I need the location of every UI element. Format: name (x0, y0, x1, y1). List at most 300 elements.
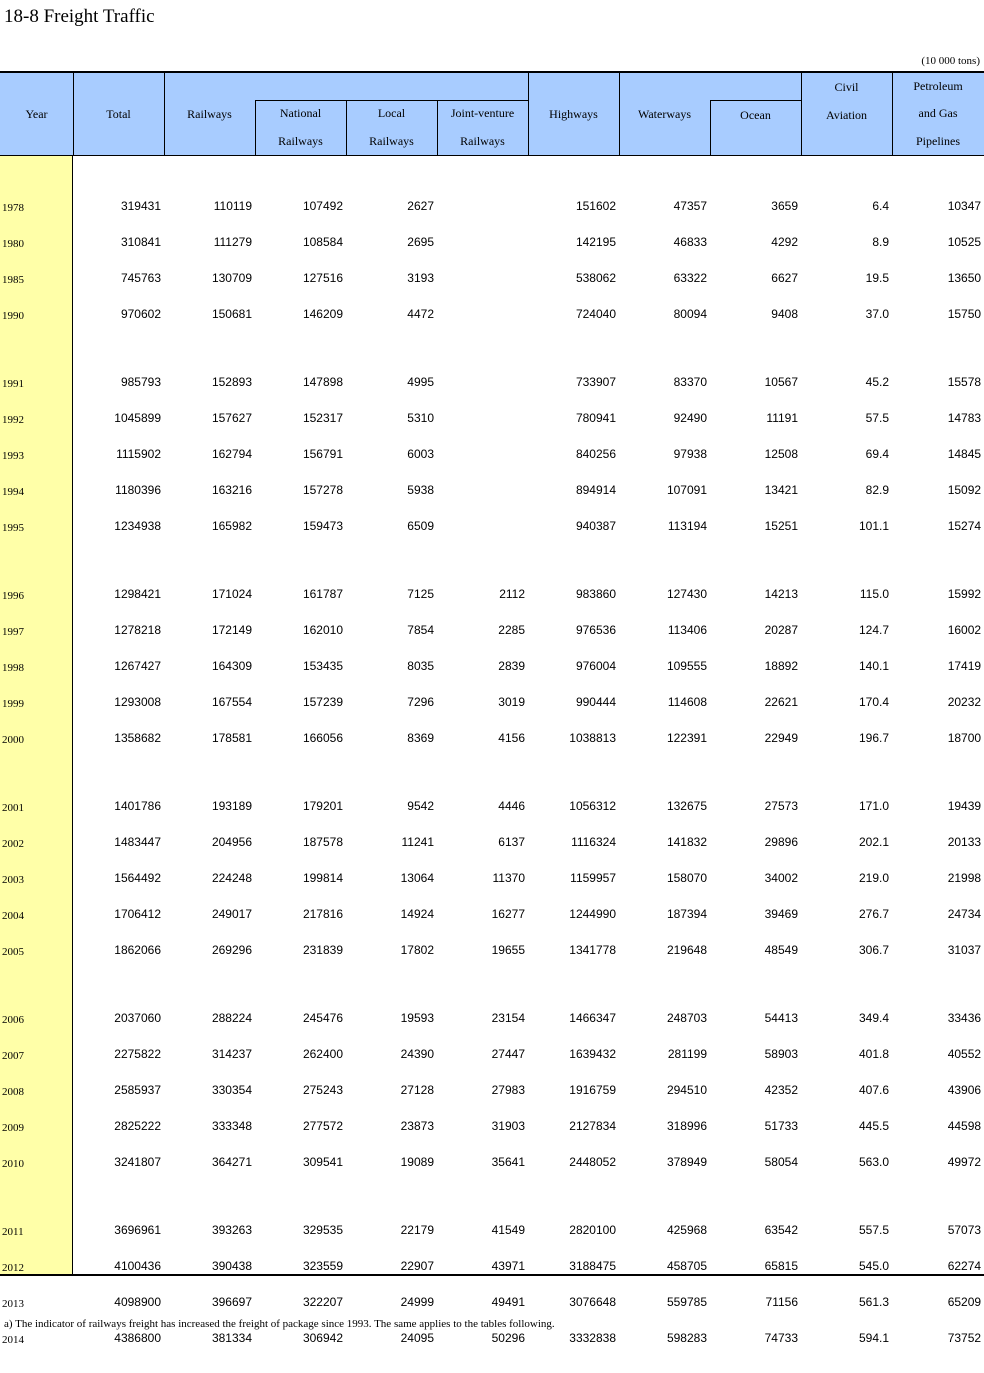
header-divider (73, 73, 74, 156)
cell-railways: 193189 (211, 799, 252, 813)
group-spacer (0, 332, 984, 364)
cell-total: 970602 (120, 307, 161, 321)
cell-ocean: 71156 (765, 1295, 798, 1309)
cell-total: 1706412 (114, 907, 161, 921)
cell-local-railways: 14924 (400, 907, 434, 921)
table-row (0, 472, 984, 508)
cell-highways: 142195 (575, 235, 616, 249)
cell-national-railways: 157278 (302, 483, 343, 497)
cell-waterways: 114608 (667, 695, 707, 709)
header-divider (710, 100, 711, 156)
group-spacer (0, 544, 984, 576)
cell-highways: 840256 (575, 447, 616, 461)
cell-railways: 396697 (211, 1295, 252, 1309)
cell-highways: 1341778 (569, 943, 616, 957)
cell-pipelines: 31037 (947, 943, 982, 957)
cell-national-railways: 262400 (302, 1047, 343, 1061)
cell-railways: 130709 (211, 271, 252, 285)
cell-total: 2585937 (114, 1083, 161, 1097)
cell-highways: 1466347 (569, 1011, 616, 1025)
cell-railways: 249017 (211, 907, 252, 921)
cell-year: 1997 (2, 626, 24, 638)
cell-highways: 3188475 (569, 1259, 616, 1273)
cell-year: 2013 (2, 1298, 24, 1310)
cell-total: 985793 (120, 375, 161, 389)
cell-pipelines: 15750 (947, 307, 982, 321)
cell-highways: 2820100 (569, 1223, 616, 1237)
cell-highways: 976004 (575, 659, 616, 673)
cell-civil-aviation: 57.5 (865, 411, 889, 425)
cell-year: 1993 (2, 450, 24, 462)
header-joint-line2: Railways (460, 133, 505, 148)
cell-national-railways: 322207 (302, 1295, 343, 1309)
cell-year: 2002 (2, 838, 24, 850)
table-row (0, 684, 984, 720)
cell-pipelines: 20232 (947, 695, 982, 709)
cell-waterways: 132675 (666, 799, 707, 813)
cell-year: 2010 (2, 1158, 24, 1170)
header-pipelines-line2: and Gas (918, 106, 958, 121)
cell-national-railways: 275243 (302, 1083, 343, 1097)
header-railways: Railways (187, 106, 232, 121)
table-row (0, 436, 984, 472)
cell-pipelines: 15092 (947, 483, 982, 497)
cell-waterways: 219648 (666, 943, 707, 957)
cell-local-railways: 9542 (407, 799, 434, 813)
cell-national-railways: 323559 (302, 1259, 343, 1273)
header-national-line2: Railways (278, 133, 323, 148)
header-total: Total (106, 106, 131, 121)
cell-year: 2007 (2, 1050, 24, 1062)
cell-railways: 381334 (211, 1331, 252, 1345)
cell-railways: 162794 (211, 447, 252, 461)
cell-local-railways: 11241 (401, 835, 434, 849)
cell-total: 1358682 (114, 731, 161, 745)
cell-ocean: 63542 (764, 1223, 798, 1237)
cell-railways: 204956 (211, 835, 252, 849)
header-ocean: Ocean (740, 107, 771, 122)
cell-year: 2014 (2, 1334, 24, 1346)
cell-ocean: 51733 (764, 1119, 798, 1133)
cell-railways: 314237 (211, 1047, 252, 1061)
table-row (0, 1036, 984, 1072)
cell-highways: 3076648 (569, 1295, 616, 1309)
cell-railways: 333348 (211, 1119, 252, 1133)
cell-year: 2003 (2, 874, 24, 886)
cell-civil-aviation: 19.5 (865, 271, 889, 285)
cell-railways: 110119 (213, 199, 252, 213)
header-pipelines-line1: Petroleum (913, 79, 963, 94)
cell-joint-venture-railways: 41549 (491, 1223, 525, 1237)
cell-national-railways: 108584 (302, 235, 343, 249)
table-row (0, 1000, 984, 1036)
cell-year: 2009 (2, 1122, 24, 1134)
table-row (0, 860, 984, 896)
cell-pipelines: 14845 (947, 447, 982, 461)
data-table (0, 156, 984, 1356)
cell-national-railways: 153435 (302, 659, 343, 673)
cell-ocean: 34002 (764, 871, 798, 885)
cell-total: 1298421 (114, 587, 161, 601)
cell-total: 1483447 (114, 835, 161, 849)
cell-ocean: 9408 (771, 307, 798, 321)
header-local-railways (346, 100, 437, 155)
cell-railways: 167554 (211, 695, 252, 709)
header-joint-venture-railways (437, 100, 528, 155)
cell-railways: 330354 (211, 1083, 252, 1097)
cell-waterways: 281199 (667, 1047, 707, 1061)
cell-total: 1862066 (114, 943, 161, 957)
table-row (0, 896, 984, 932)
cell-total: 3241807 (114, 1155, 161, 1169)
cell-joint-venture-railways (437, 508, 528, 544)
cell-waterways: 113406 (667, 623, 707, 637)
cell-national-railways: 127516 (302, 271, 343, 285)
table-row (0, 648, 984, 684)
cell-highways: 990444 (575, 695, 616, 709)
cell-total: 1180396 (115, 483, 161, 497)
cell-ocean: 11191 (766, 411, 798, 425)
cell-total: 310841 (120, 235, 161, 249)
cell-local-railways: 5310 (407, 411, 434, 425)
cell-pipelines: 14783 (947, 411, 982, 425)
cell-local-railways: 19593 (400, 1011, 434, 1025)
cell-highways: 1038813 (569, 731, 616, 745)
cell-local-railways: 22907 (400, 1259, 434, 1273)
cell-waterways: 378949 (666, 1155, 707, 1169)
cell-total: 4100436 (114, 1259, 161, 1273)
cell-ocean: 58054 (764, 1155, 798, 1169)
spacer-cell (0, 544, 984, 576)
cell-local-railways: 3193 (407, 271, 434, 285)
cell-local-railways: 8035 (407, 659, 434, 673)
cell-joint-venture-railways: 49491 (491, 1295, 525, 1309)
cell-ocean: 4292 (771, 235, 798, 249)
cell-joint-venture-railways: 50296 (491, 1331, 525, 1345)
cell-joint-venture-railways (437, 188, 528, 224)
cell-railways: 288224 (211, 1011, 252, 1025)
cell-railways: 171024 (211, 587, 252, 601)
cell-year: 2011 (2, 1226, 24, 1238)
table-header (0, 73, 984, 156)
header-divider (528, 73, 529, 156)
header-divider (801, 73, 802, 156)
table-row (0, 296, 984, 332)
group-spacer (0, 968, 984, 1000)
table-row (0, 576, 984, 612)
header-year: Year (25, 106, 48, 121)
cell-ocean: 20287 (764, 623, 798, 637)
cell-total: 2037060 (114, 1011, 161, 1025)
cell-year: 1992 (2, 414, 24, 426)
cell-local-railways: 22179 (400, 1223, 434, 1237)
footnote: a) The indicator of railways freight has increased the freight of package since 1993. The same applies to the tables following. (4, 1318, 555, 1330)
cell-highways: 1244990 (569, 907, 616, 921)
cell-national-railways: 161787 (302, 587, 343, 601)
cell-year: 2001 (2, 802, 24, 814)
cell-year: 2006 (2, 1014, 24, 1026)
cell-joint-venture-railways: 4446 (498, 799, 525, 813)
cell-ocean: 65815 (764, 1259, 798, 1273)
cell-pipelines: 62274 (947, 1259, 982, 1273)
cell-local-railways: 24390 (400, 1047, 434, 1061)
cell-civil-aviation: 124.7 (858, 623, 889, 637)
cell-pipelines: 15992 (947, 587, 982, 601)
header-national-railways (255, 100, 346, 155)
cell-joint-venture-railways: 3019 (498, 695, 525, 709)
cell-pipelines: 13650 (947, 271, 982, 285)
cell-railways: 364271 (211, 1155, 252, 1169)
cell-waterways: 97938 (673, 447, 707, 461)
cell-highways: 1639432 (569, 1047, 616, 1061)
table-row (0, 1108, 984, 1144)
cell-year: 2008 (2, 1086, 24, 1098)
cell-civil-aviation: 6.4 (872, 199, 889, 213)
cell-ocean: 74733 (764, 1331, 798, 1345)
cell-ocean: 22949 (764, 731, 798, 745)
cell-joint-venture-railways: 23154 (491, 1011, 525, 1025)
table-row (0, 788, 984, 824)
table-row (0, 1144, 984, 1180)
cell-pipelines: 57073 (947, 1223, 982, 1237)
cell-highways: 151602 (575, 199, 616, 213)
cell-pipelines: 18700 (947, 731, 982, 745)
cell-national-railways: 162010 (302, 623, 343, 637)
cell-year: 2004 (2, 910, 24, 922)
cell-civil-aviation: 557.5 (858, 1223, 889, 1237)
cell-local-railways: 13064 (400, 871, 434, 885)
cell-total: 319431 (120, 199, 161, 213)
cell-highways: 983860 (575, 587, 616, 601)
cell-year: 1991 (2, 378, 24, 390)
cell-joint-venture-railways (437, 296, 528, 332)
cell-national-railways: 231839 (302, 943, 343, 957)
header-local-line1: Local (377, 106, 406, 121)
cell-highways: 1056312 (569, 799, 616, 813)
cell-railways: 152893 (211, 375, 252, 389)
cell-joint-venture-railways (437, 400, 528, 436)
cell-joint-venture-railways (437, 224, 528, 260)
cell-ocean: 39469 (764, 907, 798, 921)
cell-pipelines: 65209 (947, 1295, 982, 1309)
cell-ocean: 42352 (764, 1083, 798, 1097)
cell-local-railways: 6509 (407, 519, 434, 533)
cell-joint-venture-railways (437, 436, 528, 472)
cell-local-railways: 27128 (400, 1083, 434, 1097)
cell-pipelines: 44598 (947, 1119, 982, 1133)
table-row (0, 224, 984, 260)
cell-year: 1990 (2, 310, 24, 322)
header-divider (255, 100, 256, 156)
cell-civil-aviation: 140.1 (858, 659, 889, 673)
cell-highways: 894914 (575, 483, 616, 497)
cell-waterways: 107091 (666, 483, 707, 497)
cell-local-railways: 17802 (400, 943, 434, 957)
cell-pipelines: 10525 (947, 235, 982, 249)
cell-ocean: 54413 (764, 1011, 798, 1025)
cell-waterways: 92490 (673, 411, 707, 425)
cell-waterways: 559785 (666, 1295, 707, 1309)
cell-waterways: 598283 (666, 1331, 707, 1345)
header-civil-line1: Civil (834, 79, 859, 94)
cell-joint-venture-railways: 43971 (491, 1259, 525, 1273)
cell-total: 1564492 (114, 871, 161, 885)
cell-pipelines: 21998 (947, 871, 982, 885)
table-bottom-rule (0, 1274, 984, 1276)
cell-ocean: 13421 (764, 483, 798, 497)
cell-joint-venture-railways: 19655 (491, 943, 525, 957)
cell-total: 1267427 (114, 659, 161, 673)
cell-civil-aviation: 45.2 (865, 375, 889, 389)
cell-railways: 172149 (211, 623, 252, 637)
cell-total: 2275822 (114, 1047, 161, 1061)
table-row (0, 1284, 984, 1320)
cell-national-railways: 159473 (302, 519, 343, 533)
header-pipelines-line3: Pipelines (916, 133, 960, 148)
cell-national-railways: 107492 (302, 199, 343, 213)
cell-local-railways: 4995 (407, 375, 434, 389)
cell-highways: 1916759 (569, 1083, 616, 1097)
cell-waterways: 113194 (667, 519, 707, 533)
cell-railways: 163216 (211, 483, 252, 497)
cell-local-railways: 2627 (407, 199, 434, 213)
cell-joint-venture-railways: 4156 (498, 731, 525, 745)
cell-civil-aviation: 69.4 (865, 447, 889, 461)
cell-pipelines: 15578 (947, 375, 982, 389)
cell-highways: 538062 (575, 271, 616, 285)
cell-joint-venture-railways: 16277 (491, 907, 525, 921)
cell-waterways: 458705 (666, 1259, 707, 1273)
cell-national-railways: 309541 (302, 1155, 343, 1169)
cell-local-railways: 6003 (407, 447, 434, 461)
cell-national-railways: 152317 (302, 411, 343, 425)
cell-year: 1996 (2, 590, 24, 602)
cell-waterways: 109555 (666, 659, 707, 673)
header-local-line2: Railways (369, 133, 414, 148)
cell-year: 2005 (2, 946, 24, 958)
cell-local-railways: 7125 (407, 587, 434, 601)
table-row (0, 400, 984, 436)
cell-civil-aviation: 306.7 (858, 943, 889, 957)
cell-national-railways: 187578 (302, 835, 343, 849)
cell-waterways: 127430 (666, 587, 707, 601)
cell-railways: 224248 (211, 871, 252, 885)
table-row (0, 508, 984, 544)
cell-local-railways: 24095 (400, 1331, 434, 1345)
cell-national-railways: 277572 (302, 1119, 343, 1133)
cell-national-railways: 147898 (302, 375, 343, 389)
header-divider (164, 73, 165, 156)
table-row (0, 720, 984, 756)
cell-total: 745763 (120, 271, 161, 285)
cell-national-railways: 306942 (302, 1331, 343, 1345)
header-subdivider (710, 100, 801, 101)
cell-civil-aviation: 219.0 (858, 871, 889, 885)
table-row (0, 364, 984, 400)
cell-waterways: 83370 (673, 375, 707, 389)
cell-civil-aviation: 8.9 (872, 235, 889, 249)
cell-pipelines: 40552 (947, 1047, 982, 1061)
cell-civil-aviation: 276.7 (858, 907, 889, 921)
cell-pipelines: 24734 (947, 907, 982, 921)
cell-pipelines: 49972 (947, 1155, 982, 1169)
cell-railways: 269296 (211, 943, 252, 957)
cell-national-railways: 156791 (302, 447, 343, 461)
cell-waterways: 80094 (673, 307, 707, 321)
spacer-cell (0, 968, 984, 1000)
cell-total: 4098900 (114, 1295, 161, 1309)
cell-joint-venture-railways: 2285 (498, 623, 525, 637)
cell-waterways: 141832 (666, 835, 707, 849)
cell-railways: 390438 (211, 1259, 252, 1273)
cell-year: 2012 (2, 1262, 24, 1274)
cell-local-railways: 7854 (407, 623, 434, 637)
cell-highways: 2448052 (569, 1155, 616, 1169)
cell-year: 1994 (2, 486, 24, 498)
cell-total: 1115902 (116, 447, 161, 461)
cell-waterways: 248703 (666, 1011, 707, 1025)
cell-waterways: 47357 (673, 199, 707, 213)
cell-joint-venture-railways: 27447 (491, 1047, 525, 1061)
cell-local-railways: 19089 (400, 1155, 434, 1169)
cell-joint-venture-railways: 27983 (491, 1083, 525, 1097)
cell-railways: 178581 (211, 731, 252, 745)
cell-total: 1234938 (114, 519, 161, 533)
cell-ocean: 29896 (764, 835, 798, 849)
cell-civil-aviation: 563.0 (858, 1155, 889, 1169)
cell-total: 1045899 (114, 411, 161, 425)
cell-joint-venture-railways: 35641 (491, 1155, 525, 1169)
header-civil-aviation (801, 73, 892, 129)
cell-waterways: 46833 (673, 235, 707, 249)
cell-highways: 1116324 (571, 835, 616, 849)
cell-pipelines: 33436 (947, 1011, 982, 1025)
cell-highways: 940387 (575, 519, 616, 533)
table-row (0, 1072, 984, 1108)
cell-highways: 976536 (575, 623, 616, 637)
cell-pipelines: 15274 (947, 519, 982, 533)
cell-civil-aviation: 594.1 (858, 1331, 889, 1345)
cell-railways: 111279 (213, 235, 252, 249)
header-divider (892, 73, 893, 156)
group-spacer (0, 1180, 984, 1212)
cell-ocean: 27573 (764, 799, 798, 813)
cell-year: 1998 (2, 662, 24, 674)
cell-civil-aviation: 37.0 (865, 307, 889, 321)
cell-civil-aviation: 101.1 (858, 519, 889, 533)
cell-national-railways: 199814 (302, 871, 343, 885)
cell-civil-aviation: 115.0 (859, 587, 889, 601)
cell-waterways: 122391 (666, 731, 707, 745)
data-body (0, 156, 984, 1356)
cell-national-railways: 329535 (302, 1223, 343, 1237)
header-highways: Highways (549, 106, 598, 121)
cell-civil-aviation: 196.7 (858, 731, 889, 745)
cell-pipelines: 19439 (947, 799, 982, 813)
table-row (0, 188, 984, 224)
cell-waterways: 187394 (666, 907, 707, 921)
cell-local-railways: 7296 (407, 695, 434, 709)
spacer-cell (0, 156, 984, 188)
cell-civil-aviation: 202.1 (858, 835, 889, 849)
cell-waterways: 318996 (666, 1119, 707, 1133)
cell-highways: 2127834 (569, 1119, 616, 1133)
cell-total: 2825222 (114, 1119, 161, 1133)
header-civil-line2: Aviation (825, 107, 868, 122)
cell-national-railways: 146209 (302, 307, 343, 321)
cell-joint-venture-railways: 6137 (498, 835, 525, 849)
cell-joint-venture-railways: 2839 (498, 659, 525, 673)
